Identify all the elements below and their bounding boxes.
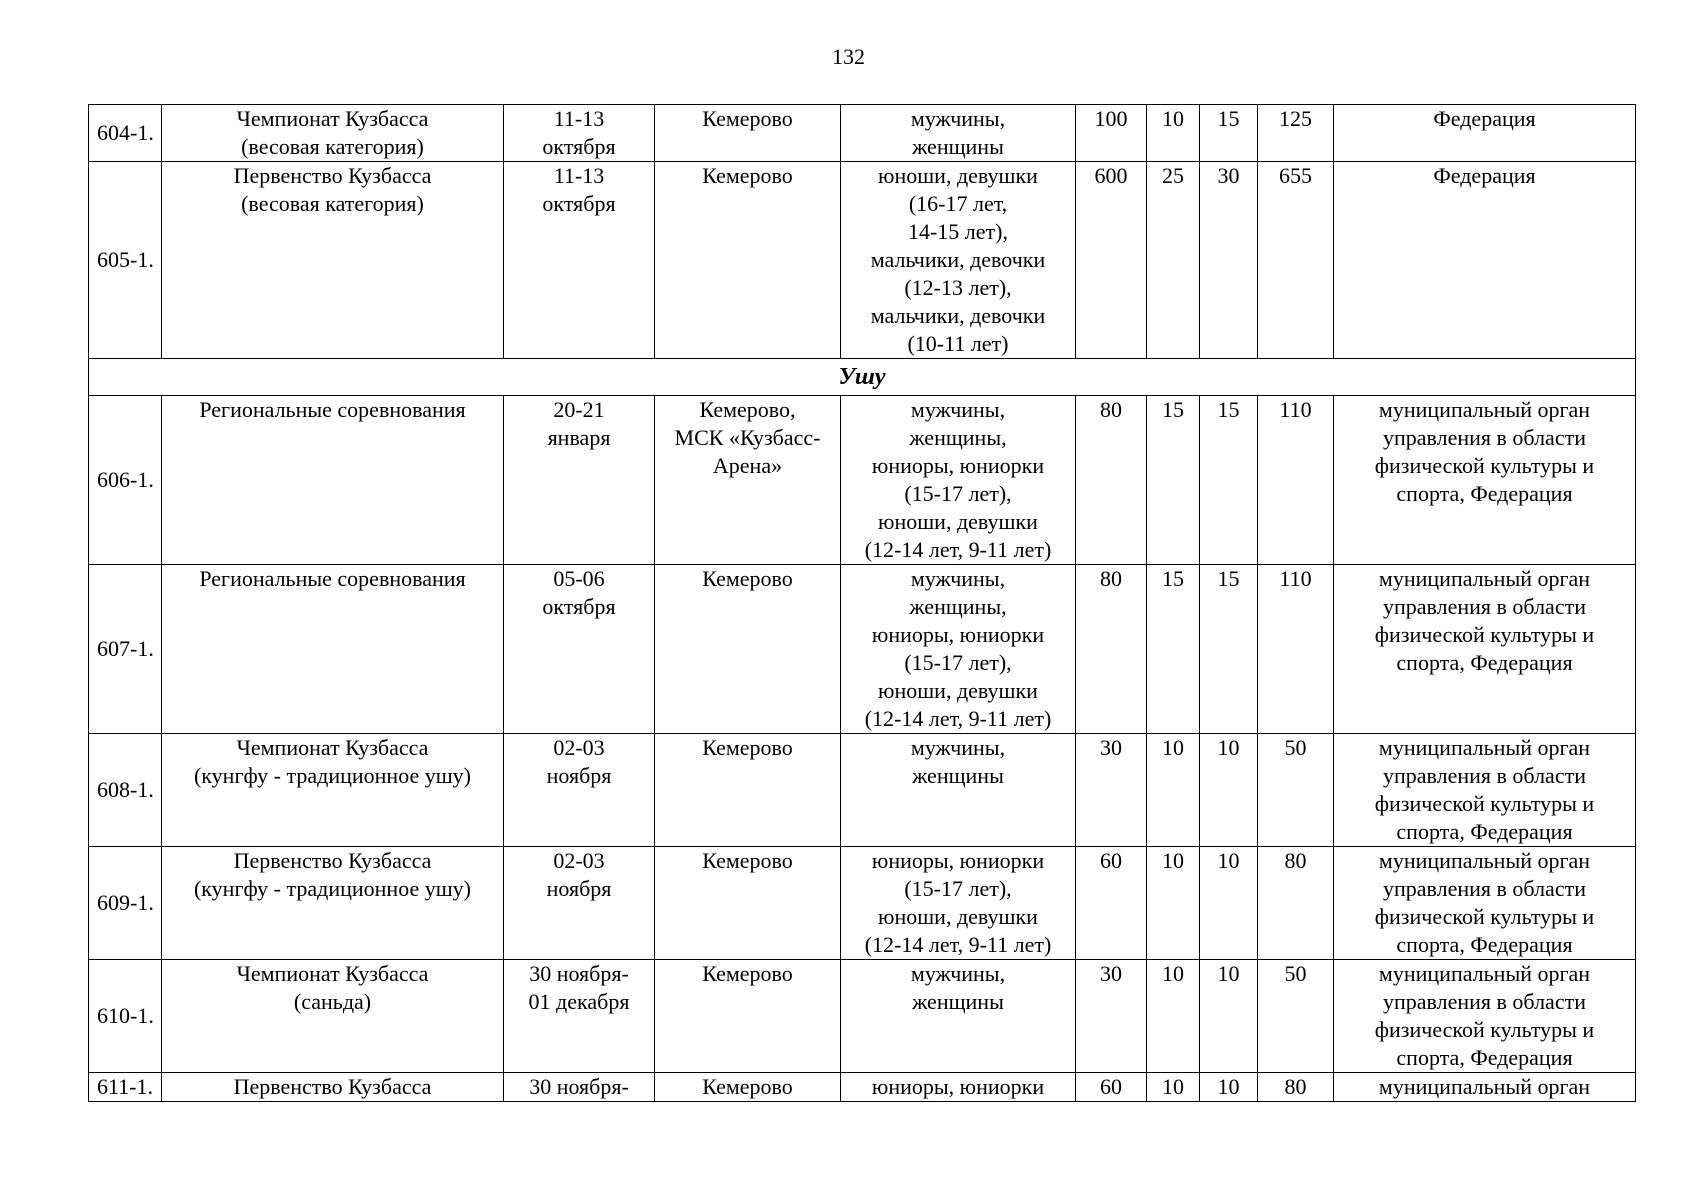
event-name-line: (весовая категория) [241,134,424,159]
event-place [655,105,841,162]
event-number: 606-1. [89,396,162,565]
table-row [89,396,1636,565]
count-athletes: 30 [1076,734,1147,847]
count-coaches: 10 [1147,1073,1200,1102]
event-name [162,162,504,359]
event-participants-line: (12-14 лет, 9-11 лет) [864,537,1052,562]
event-organizer-line: спорта, Федерация [1396,819,1573,844]
count-total: 50 [1258,734,1334,847]
count-total: 50 [1258,960,1334,1073]
event-place-line: Кемерово [702,961,793,986]
count-judges: 15 [1200,396,1258,565]
event-place-line: Кемерово, [699,397,796,422]
event-organizer-line: спорта, Федерация [1396,1045,1573,1070]
event-organizer-line: управления в области [1383,763,1586,788]
event-dates [504,960,655,1073]
count-coaches: 10 [1147,960,1200,1073]
event-dates-line: октября [542,134,616,159]
table-row [89,734,1636,847]
event-name [162,105,504,162]
event-organizer-line: муниципальный орган [1378,1074,1591,1099]
event-place [655,396,841,565]
event-participants-line: юниоры, юниорки [871,848,1045,873]
event-organizer [1334,565,1636,734]
event-dates-line: 11-13 [553,106,605,131]
event-name-line: (весовая категория) [241,191,424,216]
event-participants-line: юниоры, юниорки [871,1074,1045,1099]
event-number: 608-1. [89,734,162,847]
event-organizer-line: спорта, Федерация [1396,932,1573,957]
count-athletes: 100 [1076,105,1147,162]
event-name-line: Чемпионат Кузбасса [236,735,429,760]
event-participants-line: мальчики, девочки [870,303,1046,328]
event-place [655,565,841,734]
section-header-row [89,359,1636,396]
count-coaches: 10 [1147,105,1200,162]
event-dates [504,847,655,960]
event-number: 607-1. [89,565,162,734]
event-place [655,734,841,847]
table-row [89,565,1636,734]
event-dates-line: октября [542,594,616,619]
event-participants [841,1073,1076,1102]
event-participants [841,396,1076,565]
count-total: 110 [1258,396,1334,565]
competition-schedule-table [88,104,1636,1102]
section-title: Ушу [89,359,1636,396]
event-participants-line: мужчины, [910,566,1006,591]
event-name [162,960,504,1073]
count-total: 80 [1258,847,1334,960]
event-dates-line: 01 декабря [528,989,630,1014]
table-row [89,1073,1636,1102]
event-participants-line: юниоры, юниорки [871,453,1045,478]
event-participants-line: женщины [912,763,1004,788]
event-organizer [1334,162,1636,359]
count-athletes: 30 [1076,960,1147,1073]
table-row [89,960,1636,1073]
event-organizer-line: муниципальный орган [1378,566,1591,591]
event-dates-line: ноября [546,876,612,901]
event-dates-line: ноября [546,763,612,788]
count-judges: 10 [1200,1073,1258,1102]
event-organizer-line: спорта, Федерация [1396,650,1573,675]
event-participants-line: (10-11 лет) [907,331,1009,356]
event-participants-line: мужчины, [910,106,1006,131]
event-organizer-line: муниципальный орган [1378,961,1591,986]
event-number: 610-1. [89,960,162,1073]
event-name-line: Региональные соревнования [199,566,466,591]
event-dates-line: 30 ноября- [529,961,629,986]
event-organizer-line: муниципальный орган [1378,848,1591,873]
event-name-line: Чемпионат Кузбасса [236,961,429,986]
event-participants-line: (15-17 лет), [904,876,1012,901]
event-place [655,162,841,359]
event-organizer-line: управления в области [1383,989,1586,1014]
event-organizer-line: управления в области [1383,425,1586,450]
event-organizer-line: муниципальный орган [1378,735,1591,760]
count-athletes: 600 [1076,162,1147,359]
count-coaches: 10 [1147,734,1200,847]
event-number: 611-1. [89,1073,162,1102]
event-dates-line: 02-03 [553,735,605,760]
event-place [655,1073,841,1102]
event-name-line: (саньда) [293,989,372,1014]
event-participants-line: 14-15 лет), [907,219,1008,244]
event-place-line: Кемерово [702,566,793,591]
event-dates-line: 05-06 [553,566,605,591]
event-dates-line: 02-03 [553,848,605,873]
event-participants-line: (12-14 лет, 9-11 лет) [864,932,1052,957]
event-participants-line: юниоры, юниорки [871,622,1045,647]
event-organizer-line: управления в области [1383,876,1586,901]
event-name-line: Чемпионат Кузбасса [236,106,429,131]
table-body-top [89,105,1636,359]
count-athletes: 80 [1076,565,1147,734]
event-participants [841,565,1076,734]
event-participants-line: женщины, [909,594,1007,619]
count-judges: 15 [1200,565,1258,734]
event-name-line: Первенство Кузбасса [233,848,432,873]
count-total: 125 [1258,105,1334,162]
event-name-line: Первенство Кузбасса [233,163,432,188]
event-dates-line: января [547,425,611,450]
event-name [162,1073,504,1102]
count-athletes: 80 [1076,396,1147,565]
event-name [162,565,504,734]
event-dates [504,1073,655,1102]
event-place [655,847,841,960]
event-place [655,960,841,1073]
event-dates-line: октября [542,191,616,216]
event-participants-line: (15-17 лет), [904,650,1012,675]
event-participants-line: (16-17 лет, [908,191,1008,216]
event-number: 609-1. [89,847,162,960]
event-place-line: Кемерово [702,163,793,188]
event-participants [841,960,1076,1073]
event-place-line: Арена» [712,453,783,478]
event-organizer-line: муниципальный орган [1378,397,1591,422]
event-organizer-line: управления в области [1383,594,1586,619]
event-participants-line: мужчины, [910,397,1006,422]
event-participants-line: (12-13 лет), [904,275,1012,300]
event-participants [841,162,1076,359]
count-athletes: 60 [1076,847,1147,960]
count-total: 110 [1258,565,1334,734]
count-coaches: 25 [1147,162,1200,359]
count-coaches: 15 [1147,396,1200,565]
event-organizer [1334,960,1636,1073]
event-organizer-line: Федерация [1433,106,1536,131]
event-participants-line: юноши, девушки [878,163,1038,188]
table-row [89,847,1636,960]
event-name-line: (кунгфу - традиционное ушу) [193,876,472,901]
event-name [162,847,504,960]
event-participants [841,847,1076,960]
event-participants-line: юноши, девушки [878,509,1038,534]
event-organizer [1334,396,1636,565]
count-coaches: 15 [1147,565,1200,734]
event-organizer-line: физической культуры и [1374,791,1595,816]
event-participants-line: (12-14 лет, 9-11 лет) [864,706,1052,731]
event-organizer-line: Федерация [1433,163,1536,188]
event-number: 604-1. [89,105,162,162]
event-organizer [1334,105,1636,162]
count-coaches: 10 [1147,847,1200,960]
event-participants-line: женщины [912,989,1004,1014]
event-organizer-line: физической культуры и [1374,453,1595,478]
event-participants-line: (15-17 лет), [904,481,1012,506]
table-body-wushu [89,396,1636,1102]
event-organizer-line: физической культуры и [1374,1017,1595,1042]
section-wushu [89,359,1636,396]
event-dates [504,105,655,162]
count-judges: 30 [1200,162,1258,359]
event-dates-line: 11-13 [553,163,605,188]
event-participants-line: женщины, [909,425,1007,450]
event-name [162,396,504,565]
event-participants-line: мальчики, девочки [870,247,1046,272]
event-participants-line: мужчины, [910,735,1006,760]
event-dates [504,565,655,734]
count-judges: 10 [1200,847,1258,960]
event-dates-line: 30 ноября- [529,1074,629,1099]
event-name-line: Региональные соревнования [199,397,466,422]
event-name-line: (кунгфу - традиционное ушу) [193,763,472,788]
event-dates [504,162,655,359]
event-name-line: Первенство Кузбасса [233,1074,432,1099]
event-dates [504,734,655,847]
table-row [89,162,1636,359]
count-total: 655 [1258,162,1334,359]
event-place-line: Кемерово [702,735,793,760]
event-participants [841,105,1076,162]
count-judges: 10 [1200,960,1258,1073]
event-dates-line: 20-21 [553,397,605,422]
event-organizer [1334,1073,1636,1102]
event-participants-line: юноши, девушки [878,678,1038,703]
event-name [162,734,504,847]
event-participants-line: юноши, девушки [878,904,1038,929]
event-dates [504,396,655,565]
table-row [89,105,1636,162]
count-judges: 15 [1200,105,1258,162]
event-number: 605-1. [89,162,162,359]
count-judges: 10 [1200,734,1258,847]
event-place-line: Кемерово [702,106,793,131]
event-organizer-line: физической культуры и [1374,904,1595,929]
event-organizer [1334,734,1636,847]
page-number: 132 [832,44,865,69]
event-organizer-line: спорта, Федерация [1396,481,1573,506]
event-organizer-line: физической культуры и [1374,622,1595,647]
event-place-line: МСК «Кузбасс- [674,425,821,450]
event-place-line: Кемерово [702,848,793,873]
event-participants [841,734,1076,847]
event-place-line: Кемерово [702,1074,793,1099]
event-organizer [1334,847,1636,960]
count-total: 80 [1258,1073,1334,1102]
event-participants-line: женщины [912,134,1004,159]
count-athletes: 60 [1076,1073,1147,1102]
event-participants-line: мужчины, [910,961,1006,986]
